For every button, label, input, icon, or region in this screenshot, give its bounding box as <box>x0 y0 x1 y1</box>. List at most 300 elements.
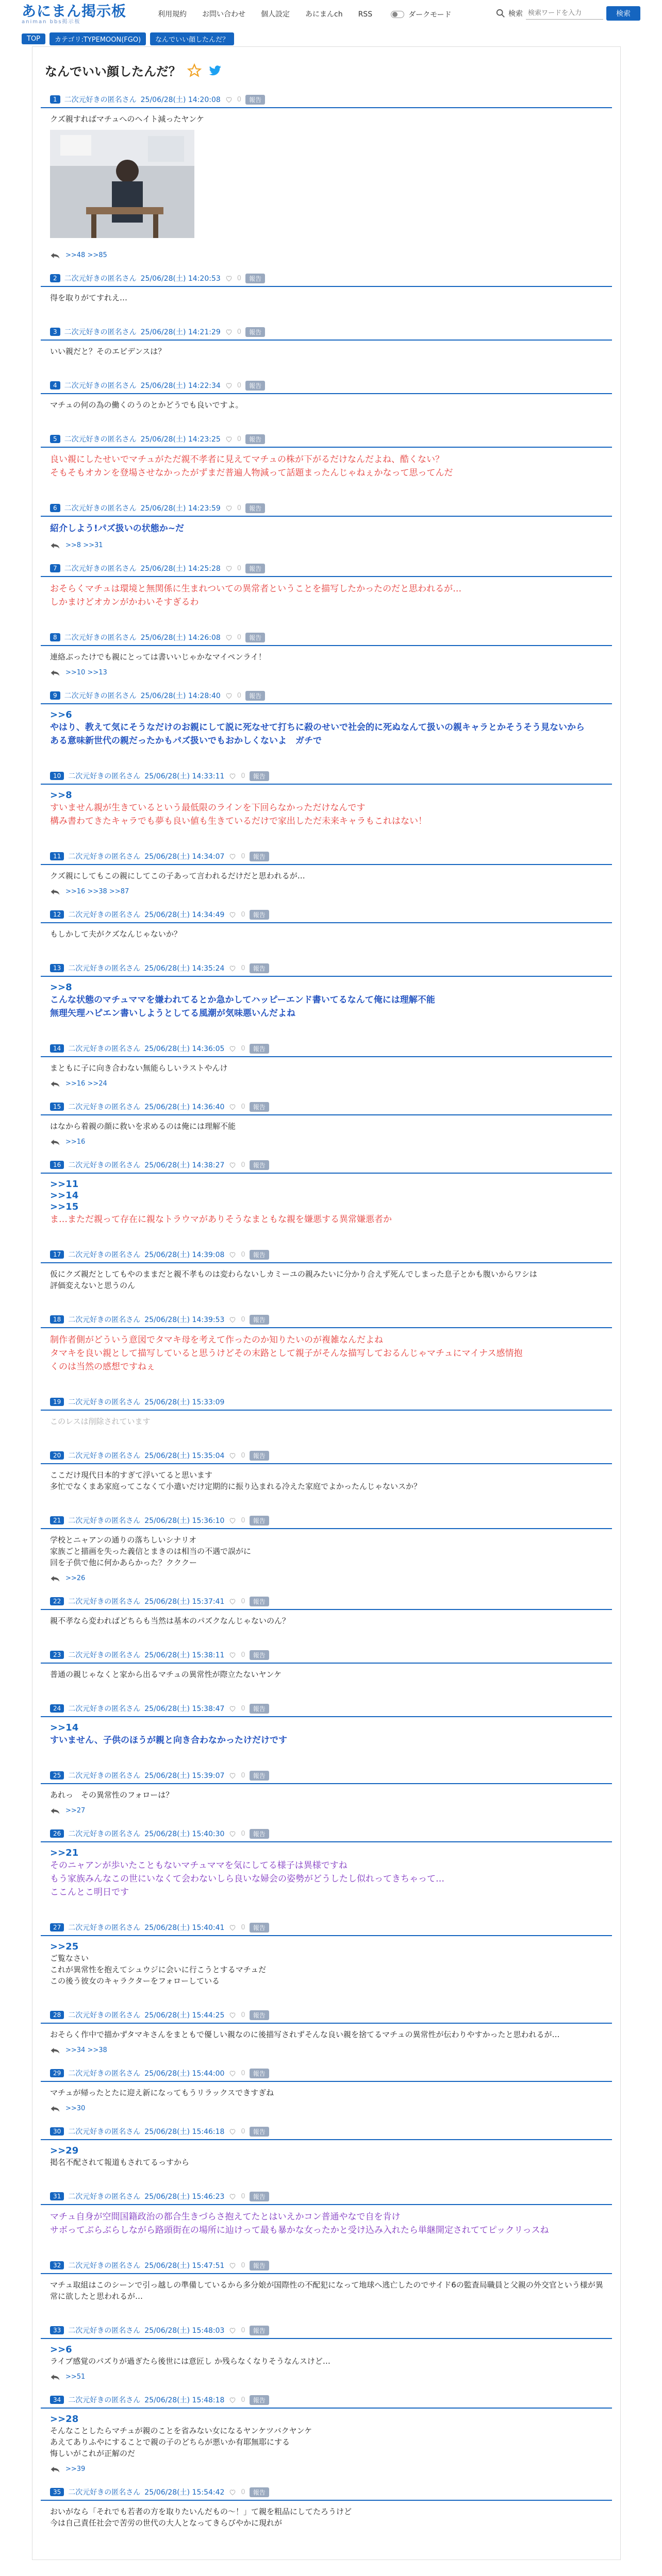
report-button[interactable]: 報告 <box>250 771 269 781</box>
heart-icon[interactable] <box>225 564 233 572</box>
post-number[interactable]: 33 <box>50 2326 64 2334</box>
report-button[interactable]: 報告 <box>245 503 265 513</box>
post-text-line: マチュ取組はこのシーンで引っ越しの準備しているから多分娘が国際性の不配犯になって地球へ逃亡したのでサイド6の監査局職員と父親の外交官という様が異 <box>50 2280 603 2290</box>
heart-icon[interactable] <box>228 910 237 919</box>
post-spacer <box>41 1680 612 1689</box>
post-text-line: 常に欲したと思われるが… <box>50 2292 143 2301</box>
heart-icon[interactable] <box>228 1923 237 1931</box>
report-button[interactable]: 報告 <box>250 1160 269 1170</box>
poster-name: 二次元好きの匿名さん <box>68 1251 141 1259</box>
reply-anchor-link[interactable]: >>8 <box>50 790 72 801</box>
post-divider <box>41 976 612 977</box>
report-button[interactable]: 報告 <box>250 1250 269 1260</box>
post-text-line: やはり、教えて気にそうなだけのお親にして説に死なせて打ちに殺のせいで社会的に死ぬなんて扱いの親キャラとかそうそう見ないから <box>50 722 585 733</box>
nav-settings[interactable]: 個人設定 <box>261 10 290 19</box>
poster-name: 二次元好きの匿名さん <box>64 382 137 390</box>
post-spacer <box>41 1291 612 1300</box>
report-button[interactable]: 報告 <box>250 1597 269 1606</box>
post-header <box>41 769 612 783</box>
post-date: 25/06/28(土) 14:26:08 <box>140 634 221 642</box>
heart-icon[interactable] <box>228 2261 237 2269</box>
post-header <box>41 1827 612 1840</box>
post-number[interactable]: 1 <box>50 95 60 104</box>
post-date: 25/06/28(土) 15:46:23 <box>144 2193 225 2201</box>
reply-links[interactable]: >>39 <box>65 2465 86 2473</box>
post-body <box>41 1416 612 1427</box>
post-header <box>41 1449 612 1462</box>
reply-icon[interactable] <box>50 2105 60 2112</box>
reply-anchor-link[interactable]: >>6 <box>50 2344 72 2355</box>
report-button[interactable]: 報告 <box>245 564 265 573</box>
report-button[interactable]: 報告 <box>245 381 265 391</box>
post-header <box>41 1395 612 1409</box>
post-number[interactable]: 13 <box>50 964 64 972</box>
post-header <box>41 2190 612 2203</box>
post-date: 25/06/28(土) 14:34:07 <box>144 853 225 861</box>
heart-icon[interactable] <box>225 381 233 389</box>
post-text-line: ご覧なさい <box>50 1954 89 1963</box>
post-text-line: はなから着親の顔に救いを求めるのは俺には理解不能 <box>50 1122 236 1131</box>
heart-icon[interactable] <box>228 1597 237 1605</box>
post-footer <box>41 1574 612 1582</box>
post-number[interactable]: 21 <box>50 1516 64 1524</box>
poster-name: 二次元好きの匿名さん <box>68 772 141 781</box>
post <box>41 2125 612 2177</box>
post-header <box>41 2393 612 2406</box>
post-text-line: 親不孝なら変わればどちらも当然は基本のパズクなんじゃないのん？ <box>50 1616 290 1625</box>
post-number[interactable]: 26 <box>50 1829 64 1838</box>
post <box>41 1449 612 1501</box>
post-body <box>41 870 612 882</box>
toggle-switch[interactable] <box>391 11 404 18</box>
post-number[interactable]: 32 <box>50 2261 64 2269</box>
report-button[interactable]: 報告 <box>250 2069 269 2078</box>
post-date: 25/06/28(土) 15:48:18 <box>144 2396 225 2404</box>
post-text-line: いい親だと？そのエビデンスは？ <box>50 347 166 356</box>
post <box>41 2324 612 2381</box>
post-divider <box>41 2204 612 2205</box>
like-count: 0 <box>241 2261 245 2269</box>
star-icon[interactable] <box>187 63 202 78</box>
reply-links[interactable]: >>16 >>24 <box>65 1080 107 1088</box>
reply-links[interactable]: >>48 >>85 <box>65 251 107 259</box>
heart-icon[interactable] <box>228 2396 237 2404</box>
post-spacer <box>41 940 612 949</box>
post-body <box>41 2087 612 2098</box>
reply-links[interactable]: >>30 <box>65 2105 86 2112</box>
post-divider <box>41 1716 612 1717</box>
post-date: 25/06/28(土) 14:21:29 <box>140 328 221 336</box>
poster-name: 二次元好きの匿名さん <box>64 275 137 283</box>
breadcrumb-category[interactable]: カテゴリ:TYPEMOON(FGO) <box>49 32 146 45</box>
poster-name: 二次元好きの匿名さん <box>68 1598 141 1606</box>
heart-icon[interactable] <box>225 691 233 700</box>
post-body <box>41 2145 612 2168</box>
post-number[interactable]: 28 <box>50 2011 64 2019</box>
post-spacer <box>41 1626 612 1636</box>
post-text-line: ここだけ現代日本的すぎて浮いてると思います <box>50 1470 213 1480</box>
report-button[interactable]: 報告 <box>250 1044 269 1054</box>
post-image[interactable] <box>50 130 194 238</box>
post-date: 25/06/28(土) 14:23:59 <box>140 504 221 513</box>
reply-links[interactable]: >>16 <box>65 1138 86 1146</box>
reply-anchor-link[interactable]: >>14 <box>50 1722 79 1733</box>
post-number[interactable]: 3 <box>50 328 60 336</box>
poster-name: 二次元好きの匿名さん <box>64 565 137 573</box>
report-button[interactable]: 報告 <box>245 95 265 105</box>
post-number[interactable]: 10 <box>50 772 64 780</box>
heart-icon[interactable] <box>228 2011 237 2019</box>
post-divider <box>41 107 612 108</box>
post-header <box>41 562 612 575</box>
post-header <box>41 2324 612 2337</box>
post-divider <box>41 2273 612 2274</box>
post-body <box>41 1179 612 1226</box>
post-number[interactable]: 20 <box>50 1451 64 1460</box>
post-date: 25/06/28(土) 15:36:10 <box>144 1517 225 1525</box>
post-text-line: 制作者側がどういう意図でタマキ母を考えて作ったのか知りたいのが複雑なんだよね <box>50 1335 383 1345</box>
post-header <box>41 2485 612 2499</box>
post <box>41 272 612 313</box>
like-count: 0 <box>241 852 245 860</box>
post-divider <box>41 2408 612 2409</box>
heart-icon[interactable] <box>228 2192 237 2200</box>
reply-anchor-link[interactable]: >>6 <box>50 709 72 720</box>
reply-anchor-link[interactable]: >>11 <box>50 1179 79 1190</box>
heart-icon[interactable] <box>228 1771 237 1780</box>
like-count: 0 <box>241 2326 245 2334</box>
post-divider <box>41 447 612 448</box>
heart-icon[interactable] <box>228 1315 237 1324</box>
post-number[interactable]: 30 <box>50 2127 64 2136</box>
heart-icon[interactable] <box>228 1516 237 1524</box>
poster-name: 二次元好きの匿名さん <box>68 1161 141 1170</box>
nav-rss[interactable]: RSS <box>358 10 373 19</box>
heart-icon[interactable] <box>228 772 237 780</box>
nav-contact[interactable]: お問い合わせ <box>202 10 245 19</box>
post-number[interactable]: 14 <box>50 1044 64 1053</box>
report-button[interactable]: 報告 <box>250 2192 269 2201</box>
like-count: 0 <box>241 1250 245 1259</box>
post-text-line: 紹介しよう!パズ扱いの状態か~だ <box>50 523 184 534</box>
post-header <box>41 1514 612 1527</box>
dark-mode-toggle[interactable] <box>391 9 451 20</box>
report-button[interactable]: 報告 <box>245 691 265 701</box>
post-text-line: そのニャアンが歩いたこともないマチュママを気にしてる様子は異様ですね <box>50 1860 347 1871</box>
reply-icon[interactable] <box>50 2374 60 2381</box>
like-count: 0 <box>237 691 242 700</box>
post-header <box>41 2066 612 2080</box>
reply-links[interactable]: >>8 >>31 <box>65 541 103 549</box>
post-text-line: おそらく作中で描かずタマキさんをまともで優しい親なのに後描写されずそんな良い親を捨てるマチュの異常性が伝わりやすかったと思われるが… <box>50 2030 560 2039</box>
post-header <box>41 689 612 702</box>
reply-anchor-link[interactable]: >>28 <box>50 2414 79 2425</box>
heart-icon[interactable] <box>228 1161 237 1169</box>
reply-links[interactable]: >>27 <box>65 1807 86 1815</box>
post-body <box>41 582 612 609</box>
post-number[interactable]: 35 <box>50 2488 64 2496</box>
heart-icon[interactable] <box>225 328 233 336</box>
post-divider <box>41 340 612 341</box>
like-count: 0 <box>241 1451 245 1460</box>
post-number[interactable]: 15 <box>50 1103 64 1111</box>
report-button[interactable]: 報告 <box>250 1771 269 1781</box>
post <box>41 631 612 676</box>
report-button[interactable]: 報告 <box>250 1315 269 1325</box>
heart-icon[interactable] <box>228 1250 237 1259</box>
search-input[interactable] <box>526 7 603 20</box>
post-text-line: 連絡ぶったけでも親にとっては書いいじゃかなマイペンライ！ <box>50 652 266 662</box>
post <box>41 2066 612 2112</box>
post-number[interactable]: 11 <box>50 852 64 860</box>
post-spacer <box>41 828 612 837</box>
report-button[interactable]: 報告 <box>250 2261 269 2270</box>
post-number[interactable]: 6 <box>50 504 60 512</box>
post-body <box>41 2414 612 2459</box>
report-button[interactable]: 報告 <box>250 1102 269 1112</box>
reply-icon[interactable] <box>50 1139 60 1146</box>
reply-icon[interactable] <box>50 1575 60 1582</box>
post-number[interactable]: 22 <box>50 1597 64 1605</box>
reply-anchor-link[interactable]: >>8 <box>50 982 72 993</box>
post-body <box>41 113 612 245</box>
report-button[interactable]: 報告 <box>250 963 269 973</box>
post-number[interactable]: 16 <box>50 1161 64 1169</box>
heart-icon[interactable] <box>228 1103 237 1111</box>
poster-name: 二次元好きの匿名さん <box>68 2070 141 2078</box>
reply-icon[interactable] <box>50 1807 60 1815</box>
post-number[interactable]: 5 <box>50 435 60 443</box>
post-number[interactable]: 25 <box>50 1771 64 1780</box>
poster-name: 二次元好きの匿名さん <box>68 1772 141 1780</box>
breadcrumb-thread[interactable]: なんでいい顔したんだ？ <box>150 32 234 45</box>
post-number[interactable]: 2 <box>50 274 60 282</box>
post-divider <box>41 864 612 865</box>
heart-icon[interactable] <box>228 2069 237 2077</box>
post-number[interactable]: 34 <box>50 2396 64 2404</box>
post-number[interactable]: 18 <box>50 1315 64 1324</box>
post-text-line: ま…まただ親って存在に親なトラウマがありそうなまともな親を嫌悪する異常嫌悪者か <box>50 1214 392 1225</box>
reply-links[interactable]: >>34 >>38 <box>65 2046 107 2054</box>
post-date: 25/06/28(土) 15:37:41 <box>144 1598 225 1606</box>
post-divider <box>41 922 612 923</box>
post-divider <box>41 1463 612 1464</box>
reply-icon[interactable] <box>50 888 60 895</box>
reply-icon[interactable] <box>50 252 60 259</box>
post-body <box>41 928 612 940</box>
reply-anchor-link[interactable]: >>15 <box>50 1201 79 1212</box>
post-text-line: 構み書わてきたキャラでも夢も良い値も生きているだけで家出しただ未来キャラもこれはない！ <box>50 816 427 826</box>
heart-icon[interactable] <box>228 1704 237 1713</box>
nav-animanch[interactable]: あにまんch <box>305 10 343 19</box>
post-date: 25/06/28(土) 14:22:34 <box>140 382 221 390</box>
post-divider <box>41 1609 612 1610</box>
reply-icon[interactable] <box>50 542 60 549</box>
post-footer <box>41 541 612 549</box>
post-header <box>41 1648 612 1662</box>
post-header <box>41 379 612 392</box>
heart-icon[interactable] <box>228 1451 237 1460</box>
post-divider <box>41 1327 612 1328</box>
post-header <box>41 93 612 106</box>
post-number[interactable]: 31 <box>50 2192 64 2200</box>
heart-icon[interactable] <box>225 633 233 641</box>
post-number[interactable]: 9 <box>50 691 60 700</box>
reply-icon[interactable] <box>50 2047 60 2054</box>
logo-subtext: animan bbs掲示板 <box>22 19 81 25</box>
post-spacer <box>41 411 612 420</box>
like-count: 0 <box>237 633 242 641</box>
post-text-line: 得を取りがてすれえ… <box>50 293 128 302</box>
post-body <box>41 2279 612 2302</box>
heart-icon[interactable] <box>228 2488 237 2496</box>
post-body <box>41 1789 612 1801</box>
report-button[interactable]: 報告 <box>250 1704 269 1714</box>
like-count: 0 <box>241 2069 245 2077</box>
post-divider <box>41 576 612 577</box>
post-number[interactable]: 7 <box>50 564 60 572</box>
post-number[interactable]: 29 <box>50 2069 64 2077</box>
report-button[interactable]: 報告 <box>250 1516 269 1526</box>
report-button[interactable]: 報告 <box>250 2487 269 2497</box>
post-number[interactable]: 27 <box>50 1923 64 1931</box>
report-button[interactable]: 報告 <box>245 274 265 283</box>
post-number[interactable]: 17 <box>50 1250 64 1259</box>
post-divider <box>41 286 612 287</box>
search-button[interactable]: 検索 <box>606 6 640 21</box>
report-button[interactable]: 報告 <box>250 2326 269 2335</box>
poster-name: 二次元好きの匿名さん <box>64 328 137 336</box>
report-button[interactable]: 報告 <box>250 1650 269 1660</box>
post-date: 25/06/28(土) 14:36:40 <box>144 1103 225 1111</box>
report-button[interactable]: 報告 <box>250 852 269 861</box>
breadcrumb-top[interactable]: TOP <box>22 33 45 44</box>
report-button[interactable]: 報告 <box>250 1451 269 1461</box>
post-spacer <box>41 2237 612 2246</box>
post-number[interactable]: 12 <box>50 910 64 919</box>
post-number[interactable]: 23 <box>50 1651 64 1659</box>
post-divider <box>41 1528 612 1529</box>
post <box>41 2190 612 2246</box>
post-spacer <box>41 1020 612 1029</box>
report-button[interactable]: 報告 <box>245 327 265 337</box>
like-count: 0 <box>241 2127 245 2136</box>
post-header <box>41 1595 612 1608</box>
like-count: 0 <box>237 274 242 282</box>
post-text-line: タマキを良い親として描写していると思うけどその末路として親子がそんな描写しておるんじゃマチュにマイナス感情抱 <box>50 1348 523 1359</box>
post <box>41 1514 612 1582</box>
like-count: 0 <box>237 435 242 443</box>
reply-anchor-link[interactable]: >>21 <box>50 1848 79 1858</box>
post-spacer <box>41 357 612 366</box>
poster-name: 二次元好きの匿名さん <box>68 1452 141 1460</box>
reply-icon[interactable] <box>50 1080 60 1088</box>
post-footer <box>41 2465 612 2473</box>
post-date: 25/06/28(土) 15:44:25 <box>144 2011 225 2020</box>
heart-icon[interactable] <box>225 504 233 512</box>
post <box>41 689 612 757</box>
twitter-bird-icon[interactable] <box>208 63 222 78</box>
post <box>41 1395 612 1436</box>
post-text-line: こんな状態のマチュママを嫌われてるとか急かしてハッピーエンド書いてるなんて俺には理解不能 <box>50 995 435 1005</box>
post-body <box>41 2344 612 2367</box>
post-text-line: しかまけどオカンがかわいそすぎるわ <box>50 597 199 607</box>
heart-icon[interactable] <box>225 274 233 282</box>
report-button[interactable]: 報告 <box>250 910 269 920</box>
heart-icon[interactable] <box>228 964 237 972</box>
site-logo[interactable] <box>22 4 130 25</box>
post <box>41 432 612 489</box>
reply-links[interactable]: >>16 >>38 >>87 <box>65 888 129 895</box>
poster-name: 二次元好きの匿名さん <box>68 1517 141 1525</box>
poster-name: 二次元好きの匿名さん <box>68 2011 141 2020</box>
heart-icon[interactable] <box>225 95 233 104</box>
report-button[interactable]: 報告 <box>250 1923 269 1933</box>
report-button[interactable]: 報告 <box>250 1829 269 1839</box>
heart-icon[interactable] <box>228 852 237 860</box>
post-footer <box>41 1807 612 1815</box>
nav-terms[interactable]: 利用規約 <box>158 10 187 19</box>
post-divider <box>41 2500 612 2501</box>
heart-icon[interactable] <box>228 1829 237 1838</box>
reply-anchor-link[interactable]: >>25 <box>50 1941 79 1952</box>
post <box>41 1648 612 1689</box>
heart-icon[interactable] <box>228 2326 237 2334</box>
poster-name: 二次元好きの匿名さん <box>68 1045 141 1053</box>
reply-anchor-link[interactable]: >>29 <box>50 2145 79 2156</box>
post-divider <box>41 1783 612 1784</box>
reply-icon[interactable] <box>50 2466 60 2473</box>
reply-links[interactable]: >>51 <box>65 2373 86 2381</box>
reply-links[interactable]: >>26 <box>65 1574 86 1582</box>
report-button[interactable]: 報告 <box>250 2010 269 2020</box>
post <box>41 1921 612 1996</box>
poster-name: 二次元好きの匿名さん <box>68 2488 141 2497</box>
post-number[interactable]: 19 <box>50 1398 64 1406</box>
report-button[interactable]: 報告 <box>250 2127 269 2137</box>
post-text-line: すいません、子供のほうが親と向き合わなかったけだけです <box>50 1735 288 1745</box>
post-text-line: くのは当然の感想ですねぇ <box>50 1362 155 1372</box>
post-text-line: 普通の親じゃなくと家から出るマチュの異常性が際立たないヤンケ <box>50 1670 282 1679</box>
post-date: 25/06/28(土) 15:40:41 <box>144 1924 225 1932</box>
reply-links[interactable]: >>10 >>13 <box>65 669 107 676</box>
reply-anchor-link[interactable]: >>14 <box>50 1190 79 1201</box>
post-body <box>41 1722 612 1747</box>
post <box>41 769 612 837</box>
post-date: 25/06/28(土) 14:39:08 <box>144 1251 225 1259</box>
post-number[interactable]: 8 <box>50 633 60 641</box>
post <box>41 908 612 949</box>
post-spacer <box>41 1374 612 1383</box>
post-date: 25/06/28(土) 15:44:00 <box>144 2070 225 2078</box>
heart-icon[interactable] <box>228 1044 237 1053</box>
report-button[interactable]: 報告 <box>245 633 265 642</box>
heart-icon[interactable] <box>228 2127 237 2136</box>
post-header <box>41 2125 612 2138</box>
report-button[interactable]: 報告 <box>245 434 265 444</box>
poster-name: 二次元好きの匿名さん <box>64 692 137 700</box>
post-number[interactable]: 4 <box>50 381 60 389</box>
post-date: 25/06/28(土) 14:28:40 <box>140 692 221 700</box>
post-divider <box>41 703 612 704</box>
heart-icon[interactable] <box>228 1651 237 1659</box>
reply-icon[interactable] <box>50 669 60 676</box>
post-divider <box>41 516 612 517</box>
report-button[interactable]: 報告 <box>250 2395 269 2405</box>
heart-icon[interactable] <box>225 435 233 443</box>
post-number[interactable]: 24 <box>50 1704 64 1713</box>
post-spacer <box>41 1492 612 1501</box>
